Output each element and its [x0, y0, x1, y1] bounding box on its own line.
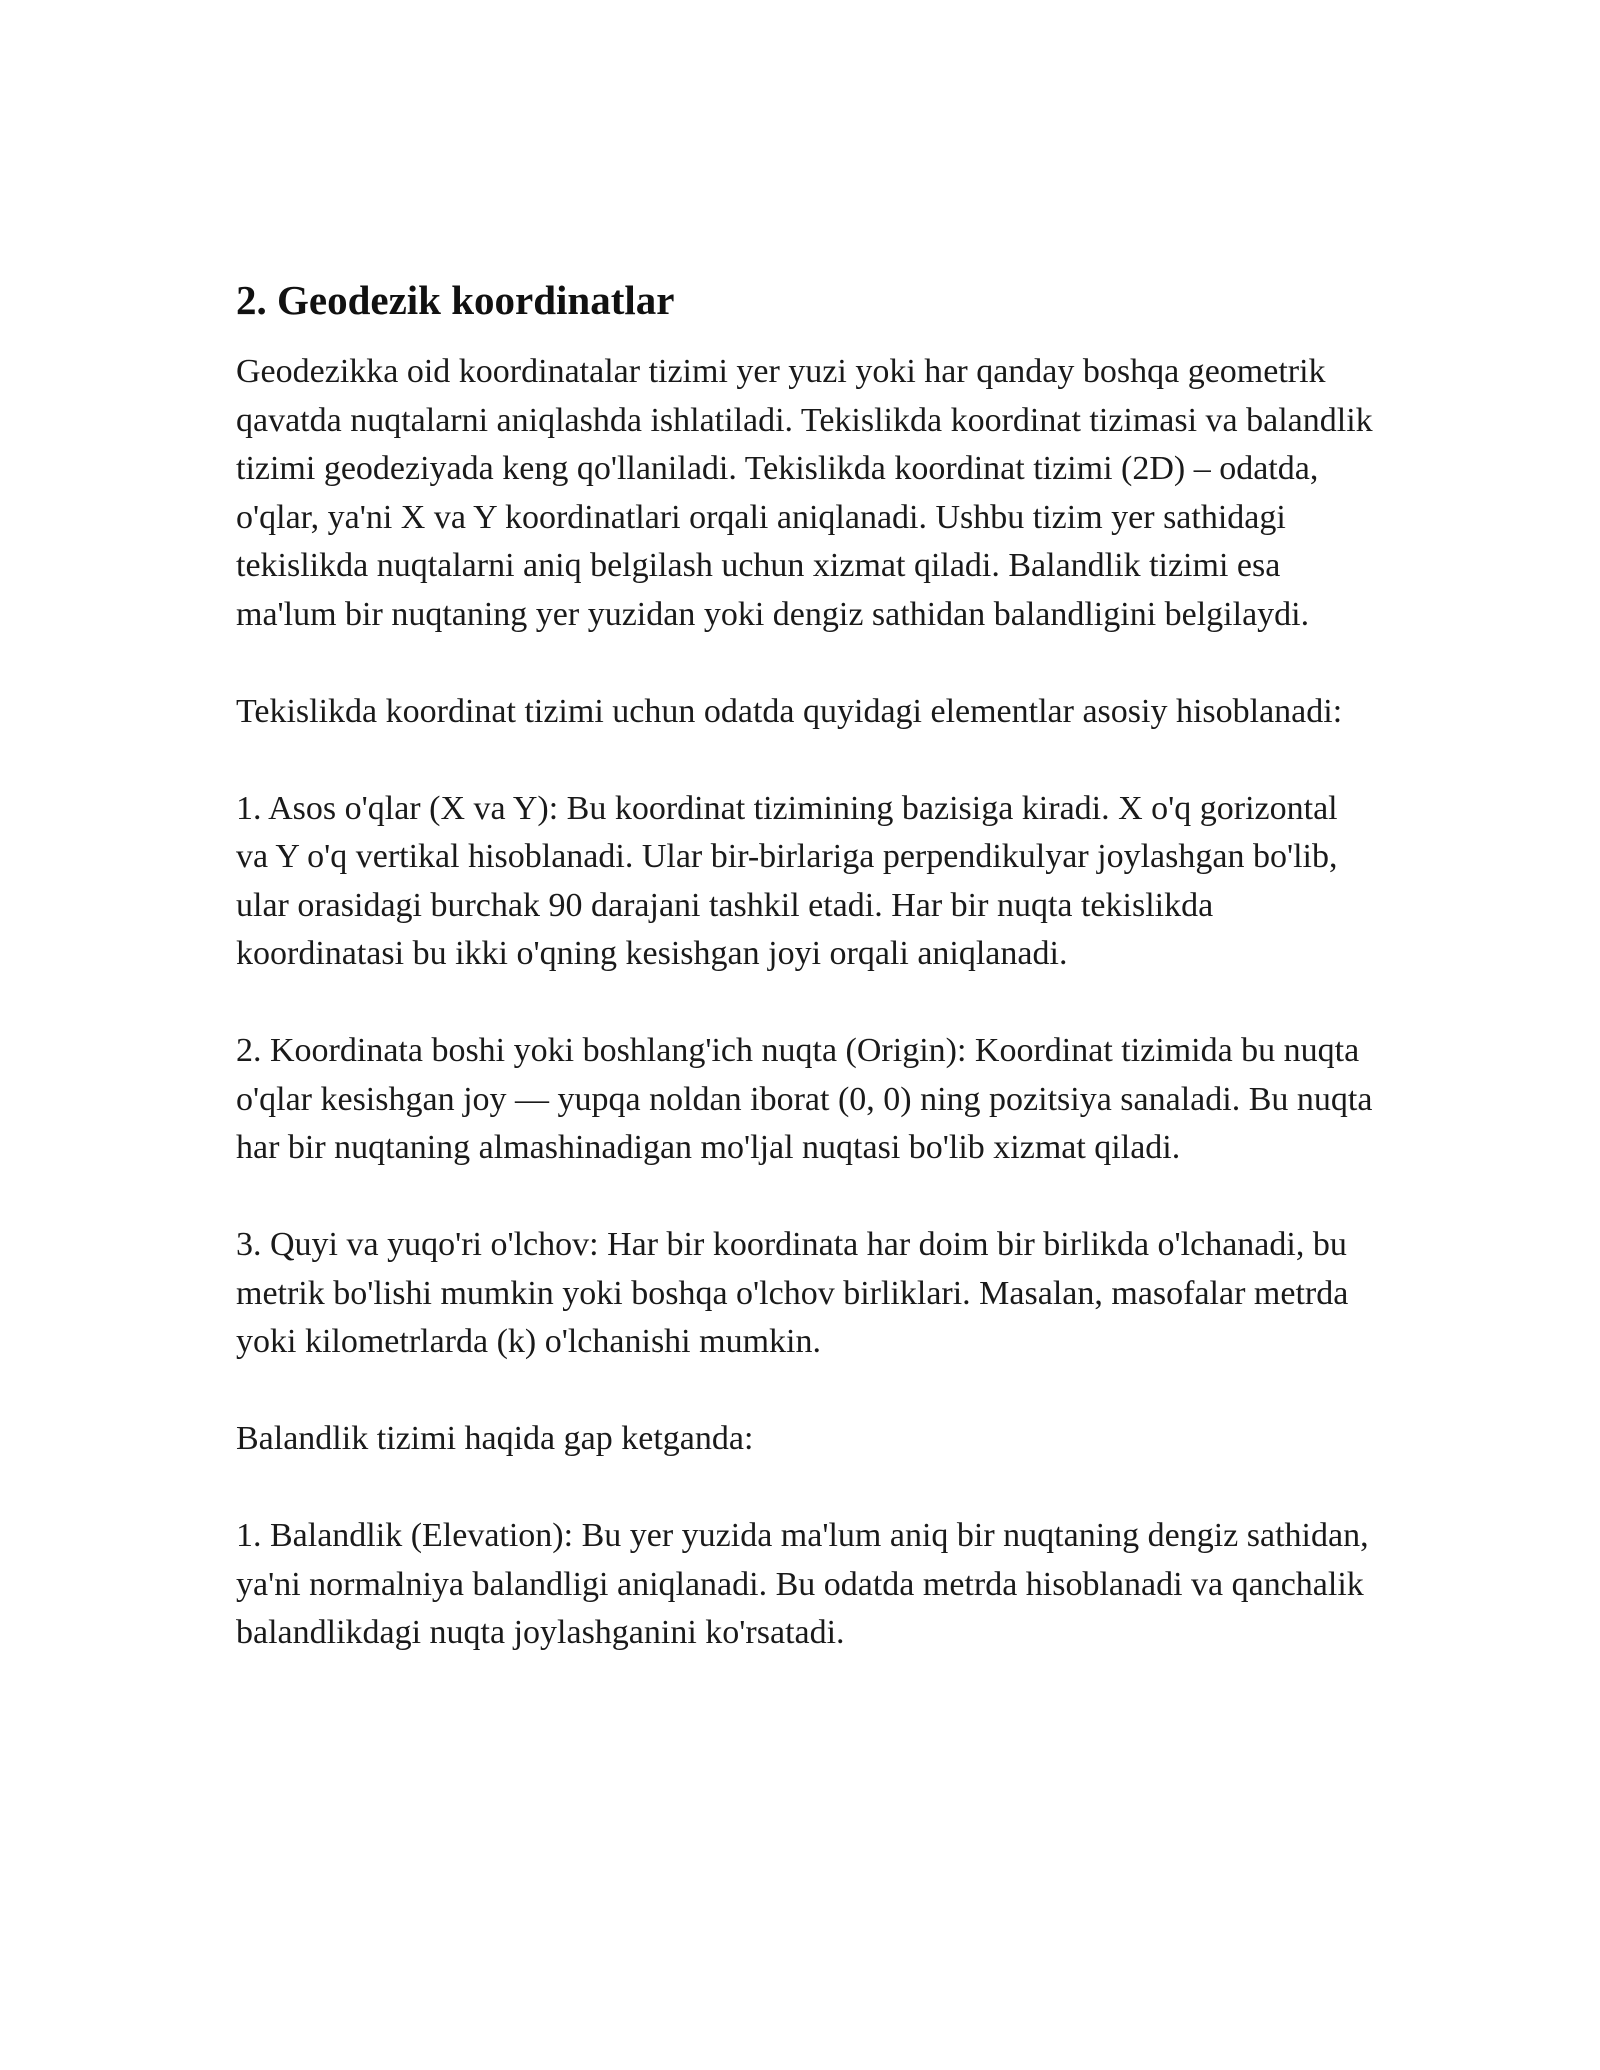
list-item-origin: 2. Koordinata boshi yoki boshlang'ich nuqta (Origin): Koordinat tizimida bu nuqta o'qlar kesishgan joy — yupqa noldan iborat (0, 0) ning pozitsiya sanaladi. Bu nuqta har bir nuqtaning almashinadigan mo'ljal nuqtasi bo'lib xizmat qiladi.	[236, 1032, 1373, 1166]
plane-elements-intro: Tekislikda koordinat tizimi uchun odatda quyidagi elementlar asosiy hisoblanadi:	[236, 692, 1343, 730]
list-item-elevation: 1. Balandlik (Elevation): Bu yer yuzida ma'lum aniq bir nuqtaning dengiz sathidan, ya'ni normalniya balandligi aniqlanadi. Bu odatda metrda hisoblanadi va qanchalik balandlikdagi nuqta joylashganini ko'rsatadi.	[236, 1517, 1369, 1651]
intro-paragraph: Geodezikka oid koordinatalar tizimi yer yuzi yoki har qanday boshqa geometrik qavatda nuqtalarni aniqlashda ishlatiladi. Tekislikda koordinat tizimasi va balandlik tizimi geodeziyada keng qo'llaniladi. Tekislikda koordinat tizimi (2D) – odatda, o'qlar, ya'ni X va Y koordinatlari orqali aniqlanadi. Ushbu tizim yer sathidagi tekislikda nuqtalarni aniq belgilash uchun xizmat qiladi. Balandlik tizimi esa ma'lum bir nuqtaning yer yuzidan yoki dengiz sathidan balandligini belgilaydi.	[236, 353, 1373, 633]
section-heading: 2. Geodezik koordinatlar	[236, 277, 675, 323]
list-item-axes: 1. Asos o'qlar (X va Y): Bu koordinat tizimining bazisiga kiradi. X o'q gorizontal va Y o'q vertikal hisoblanadi. Ular bir-birlariga perpendikulyar joylashgan bo'lib, ular orasidagi burchak 90 darajani tashkil etadi. Har bir nuqta tekislikda koordinatasi bu ikki o'qning kesishgan joyi orqali aniqlanadi.	[236, 789, 1338, 972]
document-page	[236, 272, 1376, 1658]
elevation-intro: Balandlik tizimi haqida gap ketganda:	[236, 1420, 754, 1457]
list-item-units: 3. Quyi va yuqo'ri o'lchov: Har bir koordinata har doim bir birlikda o'lchanadi, bu metrik bo'lishi mumkin yoki boshqa o'lchov birliklari. Masalan, masofalar metrda yoki kilometrlarda (k) o'lchanishi mumkin.	[236, 1226, 1349, 1360]
